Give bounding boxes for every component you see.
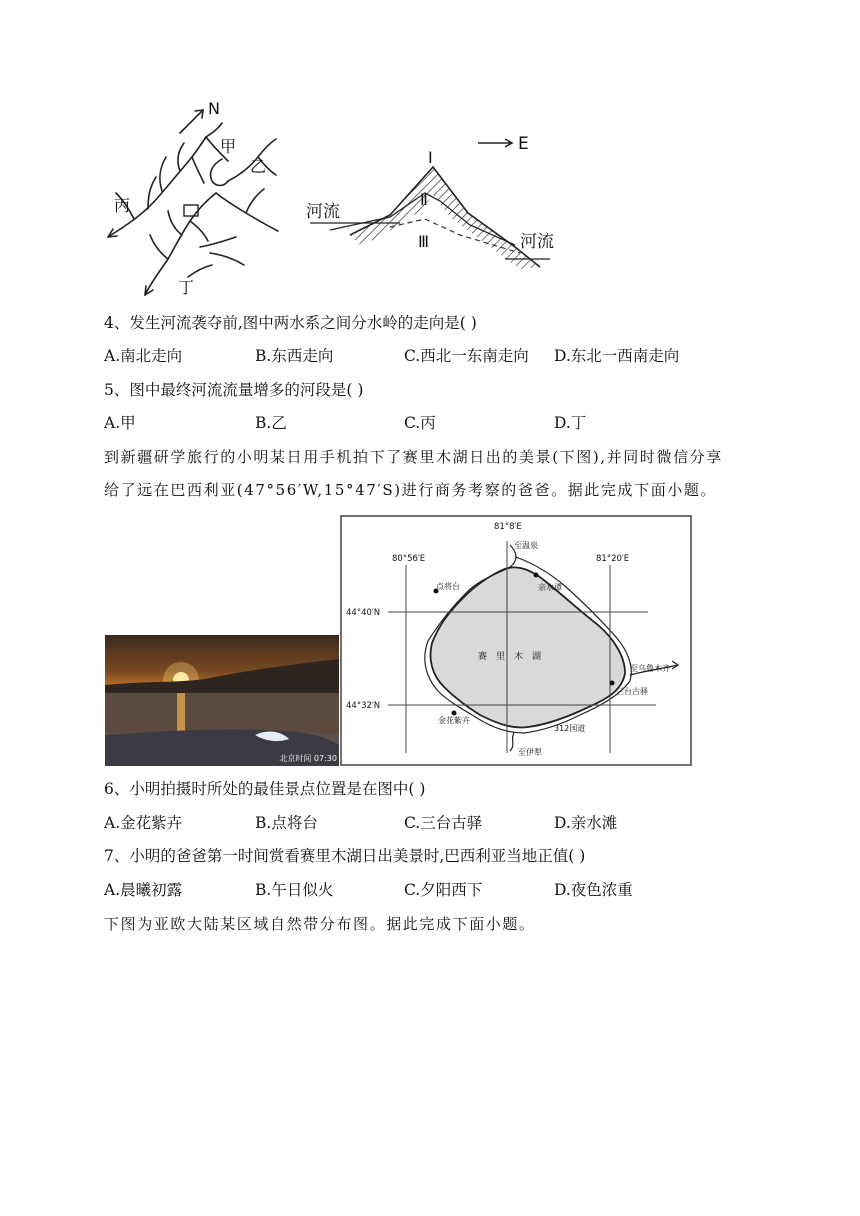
- label-bing: 丙: [114, 196, 131, 215]
- to-yili-label: 至伊犁: [518, 748, 542, 757]
- q6-option-a: A.金花紫卉: [104, 814, 183, 832]
- sunrise-photo-drawing: [105, 635, 339, 766]
- latitude-label-2: 44°32′N: [346, 701, 381, 711]
- question-7-stem: 7、小明的爸爸第一时间赏看赛里木湖日出美景时,巴西利亚当地正值( ): [104, 847, 586, 865]
- q5-option-d: D.丁: [554, 414, 587, 432]
- latitude-label-1: 44°40′N: [346, 608, 381, 618]
- jinhuazihui-label: 金花紫卉: [438, 716, 470, 725]
- question-4-stem: 4、发生河流袭夺前,图中两水系之间分水岭的走向是( ): [104, 314, 477, 332]
- intro-paragraph-2: 下图为亚欧大陆某区域自然带分布图。据此完成下面小题。: [104, 915, 536, 933]
- sunrise-photo: [105, 635, 339, 766]
- peak-label-3: Ⅲ: [418, 232, 430, 251]
- peak-label-2: Ⅱ: [420, 190, 428, 209]
- longitude-label-2: 81°8′E: [494, 522, 522, 532]
- q5-option-c: C.丙: [404, 414, 436, 432]
- intro-paragraph-line-1: 到新疆研学旅行的小明某日用手机拍下了赛里木湖日出的美景(下图),并同时微信分享: [104, 448, 723, 466]
- q6-option-c: C.三台古驿: [404, 814, 483, 832]
- label-yi: 乙: [250, 157, 267, 176]
- lake-name-label: 赛 里 木 湖: [478, 652, 542, 662]
- santaiguyi-label: 三台古驿: [616, 687, 648, 696]
- river-label-right: 河流: [520, 232, 554, 252]
- intro-paragraph-line-2: 给了远在巴西利亚(47°56′W,15°47′S)进行商务考察的爸爸。据此完成下面小题。: [104, 481, 718, 499]
- north-label: N: [208, 99, 220, 118]
- question-5-stem: 5、图中最终河流流量增多的河段是( ): [104, 381, 364, 399]
- river-label-left: 河流: [306, 202, 340, 222]
- river-system-figure: [100, 95, 300, 305]
- q7-option-d: D.夜色浓重: [554, 881, 633, 899]
- question-6-stem: 6、小明拍摄时所处的最佳景点位置是在图中( ): [104, 780, 426, 798]
- east-label: E: [518, 134, 529, 154]
- q5-option-a: A.甲: [104, 414, 136, 432]
- q7-option-c: C.夕阳西下: [404, 881, 483, 899]
- qinshuitan-label: 亲水谭: [538, 583, 562, 592]
- q6-option-b: B.点将台: [255, 814, 318, 832]
- to-urumqi-label: 至乌鲁木齐: [630, 664, 670, 673]
- q7-option-a: A.晨曦初露: [104, 881, 183, 899]
- q6-option-d: D.亲水滩: [554, 814, 618, 832]
- longitude-label-3: 81°20′E: [596, 554, 630, 564]
- q4-option-c: C.西北一东南走向: [404, 347, 529, 365]
- q4-option-b: B.东西走向: [255, 347, 334, 365]
- road-312-label: 312国道: [554, 724, 586, 733]
- photo-timestamp: 北京时间 07:30: [279, 754, 337, 763]
- longitude-label-1: 80°56′E: [392, 554, 426, 564]
- q5-option-b: B.乙: [255, 414, 287, 432]
- q4-option-d: D.东北一西南走向: [554, 347, 680, 365]
- cross-section-figure: [300, 125, 570, 285]
- q7-option-b: B.午日似火: [255, 881, 334, 899]
- label-ding: 丁: [178, 278, 195, 297]
- label-jia: 甲: [220, 137, 237, 156]
- sayram-lake-map: [340, 515, 692, 766]
- q4-option-a: A.南北走向: [104, 347, 183, 365]
- to-wenquan-label: 至温泉: [514, 541, 538, 550]
- dianjiangtai-label: 点将台: [436, 582, 460, 591]
- peak-label-1: Ⅰ: [428, 148, 433, 167]
